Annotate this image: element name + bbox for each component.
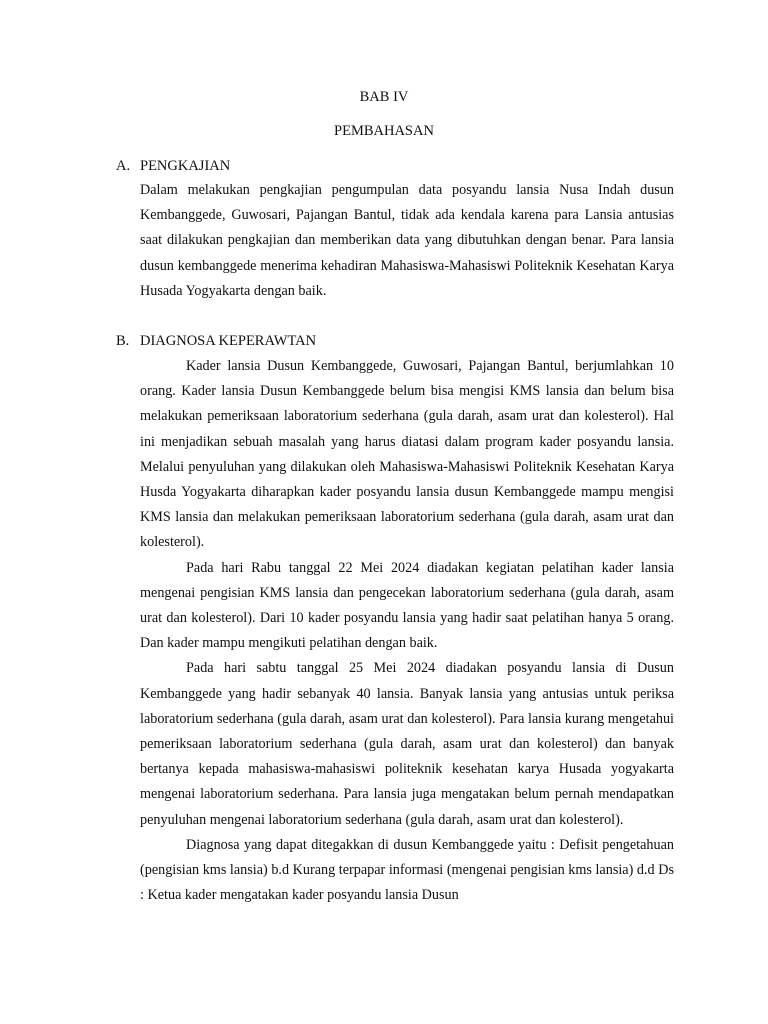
section-b-title: DIAGNOSA KEPERAWTAN (140, 333, 317, 349)
section-b-paragraph-3: Pada hari sabtu tanggal 25 Mei 2024 diadakan posyandu lansia di Dusun Kembanggede yang hadir sebanyak 40 lansia. Banyak lansia yang antusias untuk periksa laboratorium sederhana (gula darah, asam urat dan kolesterol). Para lansia kurang mengetahui pemeriksaan laboratorium sederhana (gula darah, asam urat dan kolesterol) dan banyak bertanya kepada mahasiswa-mahasiswi politeknik kesehatan karya Husada yogyakarta mengenai laboratorium sederhana. Para lansia juga mengatakan belum pernah mendapatkan penyuluhan mengenai laboratorium sederhana (gula darah, asam urat dan kolesterol). (140, 660, 674, 828)
section-b-paragraph-1: Kader lansia Dusun Kembanggede, Guwosari, Pajangan Bantul, berjumlahkan 10 orang. Kader lansia Dusun Kembanggede belum bisa mengisi KMS lansia dan belum bisa melakukan pemeriksaan laboratorium sederhana (gula darah, asam urat dan kolesterol). Hal ini menjadikan sebuah masalah yang harus diatasi dalam program kader posyandu lansia. Melalui penyuluhan yang dilakukan oleh Mahasiswa-Mahasiswi Politeknik Kesehatan Karya Husda Yogyakarta diharapkan kader posyandu lansia dusun Kembanggede mampu mengisi KMS lansia dan melakukan pemeriksaan laboratorium sederhana (gula darah, asam urat dan kolesterol). (140, 358, 674, 551)
section-a-letter: A. (116, 158, 131, 174)
section-a-body (140, 178, 674, 304)
section-b-paragraph-2: Pada hari Rabu tanggal 22 Mei 2024 diadakan kegiatan pelatihan kader lansia mengenai pengisian KMS lansia dan pengecekan laboratorium sederhana (gula darah, asam urat dan kolesterol). Dari 10 kader posyandu lansia yang hadir saat pelatihan hanya 5 orang. Dan kader mampu mengikuti pelatihan dengan baik. (140, 559, 674, 652)
section-b-heading (116, 331, 316, 351)
section-b-paragraph-4: Diagnosa yang dapat ditegakkan di dusun Kembanggede yaitu : Defisit pengetahuan (pengisian kms lansia) b.d Kurang terpapar informasi (mengenai pengisian kms lansia) d.d Ds : Ketua kader mengatakan kader posyandu lansia Dusun (140, 836, 674, 904)
chapter-title: PEMBAHASAN (334, 123, 434, 139)
section-a-heading (116, 156, 230, 176)
chapter-number: BAB IV (359, 89, 409, 105)
section-b-body (140, 354, 674, 908)
section-a-title: PENGKAJIAN (140, 158, 231, 174)
section-b-letter: B. (116, 333, 130, 349)
section-a-paragraph-1: Dalam melakukan pengkajian pengumpulan data posyandu lansia Nusa Indah dusun Kembanggede, Guwosari, Pajangan Bantul, tidak ada kendala karena para Lansia antusias saat dilakukan pengkajian dan memberikan data yang dibutuhkan dengan benar. Para lansia dusun kembanggede menerima kehadiran Mahasiswa-Mahasiswi Politeknik Kesehatan Karya Husada Yogyakarta dengan baik. (140, 182, 674, 299)
